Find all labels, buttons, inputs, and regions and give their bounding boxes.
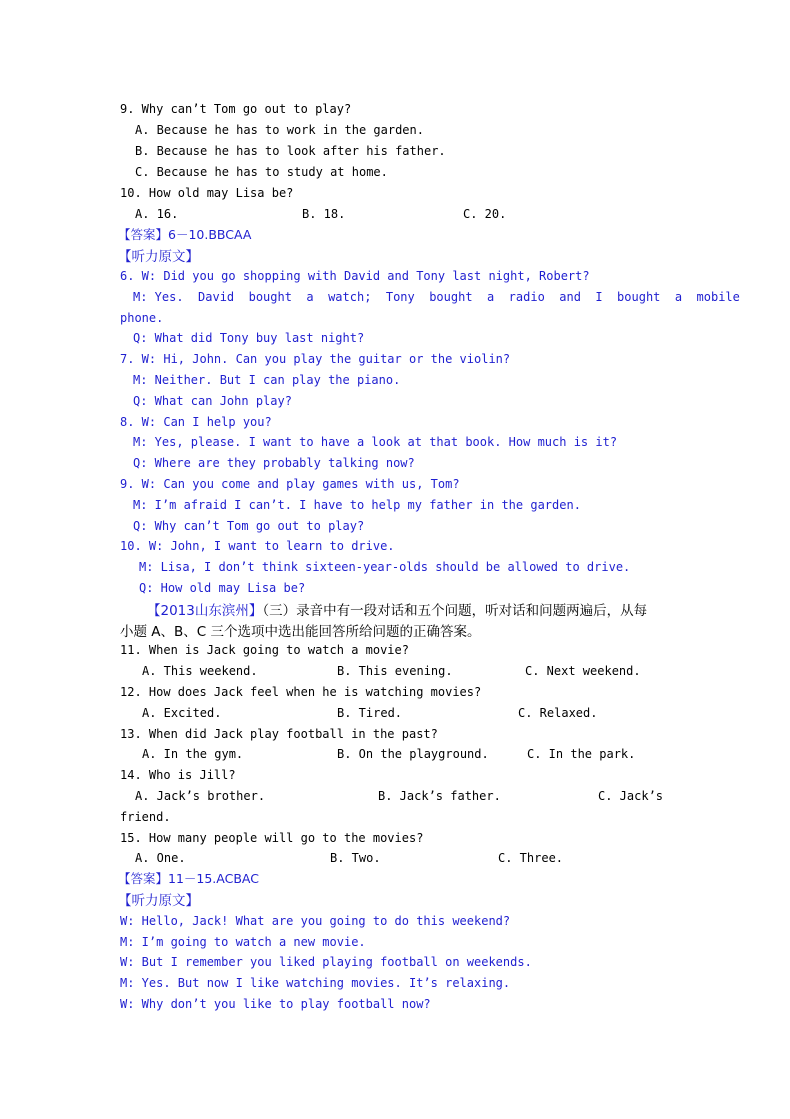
question-13: 13. When did Jack play football in the past? [120,727,438,741]
q11-option-b: B. This evening. [337,664,453,678]
q15-option-b: B. Two. [330,851,381,865]
q14-option-a: A. Jack’s brother. [135,789,266,803]
q14-option-c-continued: friend. [120,810,171,824]
q9-option-a: A. Because he has to work in the garden. [135,123,424,137]
section-instructions: （三）录音中有一段对话和五个问题，听对话和问题两遍后，从每 [262,603,648,619]
transcript-line: M: Yes, please. I want to have a look at that book. How much is it? [133,435,618,449]
transcript-line: M: Yes. But now I like watching movies. It’s relaxing. [120,976,511,990]
section-heading [147,599,647,619]
q14-option-c: C. Jack’s [598,789,664,803]
transcript-line: W: But I remember you liked playing football on weekends. [120,955,532,969]
transcript-line: W: Hello, Jack! What are you going to do this weekend? [120,914,511,928]
q9-option-b: B. Because he has to look after his father. [135,144,446,158]
transcript-label: 【听力原文】 [118,249,199,265]
answer-key-11-15: 【答案】11－15.ACBAC [118,871,259,886]
transcript-line: M: I’m going to watch a new movie. [120,935,366,949]
q11-option-c: C. Next weekend. [525,664,641,678]
transcript-line: W: Why don’t you like to play football now? [120,997,431,1011]
q14-option-b: B. Jack’s father. [378,789,501,803]
question-15: 15. How many people will go to the movies? [120,831,424,845]
question-10: 10. How old may Lisa be? [120,186,294,200]
transcript-line: M: Lisa, I don’t think sixteen-year-olds should be allowed to drive. [139,560,631,574]
transcript-line: 10. W: John, I want to learn to drive. [120,539,395,553]
question-11: 11. When is Jack going to watch a movie? [120,643,409,657]
transcript-line: M: Neither. But I can play the piano. [133,373,401,387]
transcript-line: Q: Why can’t Tom go out to play? [133,519,365,533]
q13-option-b: B. On the playground. [337,747,489,761]
section-source: 【2013山东滨州】 [147,603,263,619]
transcript-line: M: Yes. David bought a watch; Tony bought a radio and I bought a mobile [133,290,740,304]
question-12: 12. How does Jack feel when he is watching movies? [120,685,482,699]
transcript-line: Q: How old may Lisa be? [139,581,306,595]
transcript-line: phone. [120,311,164,325]
transcript-line: Q: Where are they probably talking now? [133,456,415,470]
q13-option-c: C. In the park. [527,747,636,761]
transcript-line: 8. W: Can I help you? [120,415,272,429]
q12-option-b: B. Tired. [337,706,403,720]
q13-option-a: A. In the gym. [142,747,244,761]
question-9: 9. Why can’t Tom go out to play? [120,102,352,116]
transcript-line: 9. W: Can you come and play games with us, Tom? [120,477,460,491]
q11-option-a: A. This weekend. [142,664,258,678]
q15-option-a: A. One. [135,851,186,865]
q10-option-a: A. 16. [135,207,179,221]
q10-option-c: C. 20. [463,207,507,221]
section-instructions-line2: 小题 A、B、C 三个选项中选出能回答所给问题的正确答案。 [120,624,481,640]
q15-option-c: C. Three. [498,851,564,865]
question-14: 14. Who is Jill? [120,768,236,782]
q9-option-c: C. Because he has to study at home. [135,165,388,179]
transcript-line: 7. W: Hi, John. Can you play the guitar or the violin? [120,352,511,366]
transcript-line: Q: What did Tony buy last night? [133,331,365,345]
transcript-line: 6. W: Did you go shopping with David and Tony last night, Robert? [120,269,590,283]
transcript-line: Q: What can John play? [133,394,292,408]
transcript-line: M: I’m afraid I can’t. I have to help my father in the garden. [133,498,581,512]
q10-option-b: B. 18. [302,207,346,221]
answer-key-6-10: 【答案】6－10.BBCAA [118,227,252,242]
q12-option-a: A. Excited. [142,706,222,720]
transcript-label: 【听力原文】 [118,893,199,909]
q12-option-c: C. Relaxed. [518,706,598,720]
